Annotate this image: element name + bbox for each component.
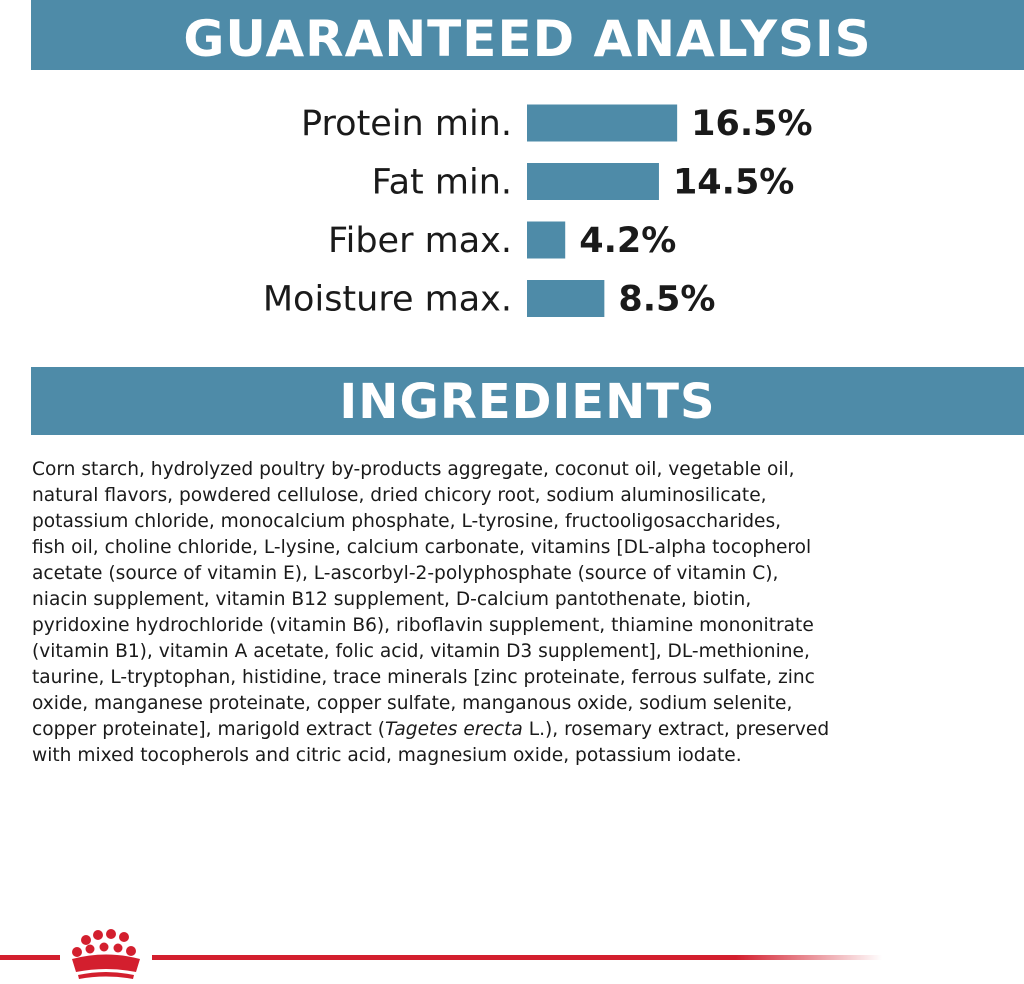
ingredients-line: niacin supplement, vitamin B12 supplement, D-calcium pantothenate, biotin, — [32, 589, 752, 610]
ingredients-header: INGREDIENTS — [31, 367, 1024, 435]
guaranteed-analysis-header: GUARANTEED ANALYSIS — [31, 0, 1024, 70]
ingredients-line: with mixed tocopherols and citric acid, magnesium oxide, potassium iodate. — [32, 745, 742, 766]
analysis-row-label: Moisture max. — [262, 279, 512, 320]
ingredients-line: acetate (source of vitamin E), L-ascorbyl-2-polyphosphate (source of vitamin C), — [32, 563, 779, 584]
ingredients-line: fish oil, choline chloride, L-lysine, calcium carbonate, vitamins [DL-alpha tocopherol — [32, 537, 812, 558]
analysis-row-label: Protein min. — [301, 104, 512, 144]
analysis-row-label: Fat min. — [371, 162, 512, 203]
analysis-bar — [527, 280, 604, 317]
ingredients-line: taurine, L-tryptophan, histidine, trace minerals [zinc proteinate, ferrous sulfate, zinc — [32, 667, 815, 688]
analysis-bar — [527, 105, 677, 142]
ingredients-line: potassium chloride, monocalcium phosphate, L-tyrosine, fructooligosaccharides, — [32, 511, 782, 532]
ingredients-line — [32, 717, 1017, 743]
analysis-row-label: Fiber max. — [328, 221, 512, 261]
footer-rule-right — [152, 955, 882, 960]
ingredients-line: oxide, manganese proteinate, copper sulfate, manganous oxide, sodium selenite, — [32, 693, 793, 714]
brand-footer — [0, 925, 1024, 984]
analysis-value-label: 8.5% — [618, 279, 716, 320]
analysis-value-label: 16.5% — [691, 104, 813, 144]
ingredients-line: Corn starch, hydrolyzed poultry by-products aggregate, coconut oil, vegetable oil, — [32, 459, 795, 480]
analysis-value-label: 14.5% — [672, 162, 795, 203]
ingredients-text-segment: copper proteinate], marigold extract ( — [32, 719, 385, 740]
ingredients-species-name: Tagetes erecta — [385, 719, 523, 740]
crown-icon — [64, 928, 148, 984]
ingredients-text-segment: L.), rosemary extract, preserved — [522, 719, 830, 740]
ingredients-list — [32, 457, 1017, 769]
analysis-value-label: 4.2% — [579, 221, 677, 261]
analysis-bar — [527, 163, 659, 200]
ingredients-line: pyridoxine hydrochloride (vitamin B6), riboflavin supplement, thiamine mononitrate — [32, 615, 814, 636]
ingredients-line: (vitamin B1), vitamin A acetate, folic acid, vitamin D3 supplement], DL-methionine, — [32, 641, 810, 662]
guaranteed-analysis-chart — [0, 90, 1024, 330]
analysis-bar — [527, 222, 565, 259]
footer-rule-left — [0, 955, 60, 960]
ingredients-line: natural flavors, powdered cellulose, dried chicory root, sodium aluminosilicate, — [32, 485, 767, 506]
